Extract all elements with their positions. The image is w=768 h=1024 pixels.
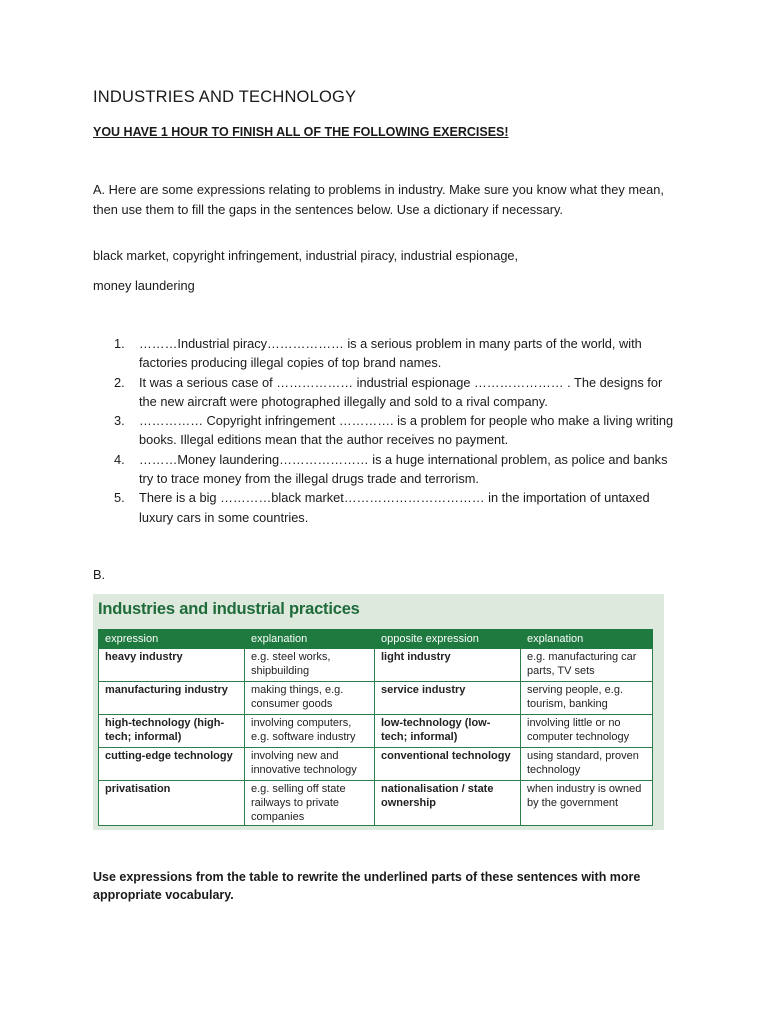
exercise-text: …………… Copyright infringement …………. is a problem for people who make a living writing books. Illegal editions mean that the author receives no payment. [139,413,674,448]
expressions-list-line-1: black market, copyright infringement, industrial piracy, industrial espionage, [93,248,519,263]
table-cell: e.g. selling off state railways to private companies [245,781,375,826]
section-b-label: B. [93,567,106,582]
exercise-text: ………Money laundering………………… is a huge international problem, as police and banks try to trace money from the illegal drugs trade and terrorism. [139,451,668,487]
exercise-text: There is a big …………black market…………………………… in the importation of untaxed luxury cars in some countries. [139,490,650,525]
exercise-number: 4. [114,451,125,467]
exercise-item [114,334,674,373]
exercise-number: 2. [114,374,125,390]
table-row [99,748,653,781]
table-row [99,682,653,715]
exercise-text: It was a serious case of ……………… industrial espionage ………………… . The designs for the new aircraft were photographed illegally and sold to a rival company. [139,374,663,409]
table-title: Industries and industrial practices [98,600,360,618]
table-cell: involving computers, e.g. software industry [245,715,375,748]
page-title: INDUSTRIES AND TECHNOLOGY [93,88,357,106]
table-cell: making things, e.g. consumer goods [245,682,375,715]
exercise-item [114,373,674,412]
table-cell: involving new and innovative technology [245,748,375,781]
table-cell: service industry [375,682,521,715]
table-cell: nationalisation / state ownership [375,781,521,826]
industries-table-panel [93,594,664,830]
column-header: explanation [245,630,375,649]
column-header: expression [99,630,245,649]
expressions-list-line-2: money laundering [93,278,195,293]
table-cell: e.g. manufacturing car parts, TV sets [521,649,653,682]
exercise-number: 1. [114,336,125,351]
exercise-item [114,488,674,527]
table-row [99,715,653,748]
table-cell: using standard, proven technology [521,748,653,781]
table-cell: heavy industry [99,649,245,682]
table-row [99,649,653,682]
time-instruction: YOU HAVE 1 HOUR TO FINISH ALL OF THE FOLLOWING EXERCISES! [93,125,509,139]
table-cell: conventional technology [375,748,521,781]
table-cell: cutting-edge technology [99,748,245,781]
table-cell: high-technology (high-tech; informal) [99,715,245,748]
table-cell: manufacturing industry [99,682,245,715]
table-cell: when industry is owned by the government [521,781,653,826]
exercise-item [114,450,674,489]
column-header: explanation [521,630,653,649]
table-cell: involving little or no computer technology [521,715,653,748]
table-cell: low-technology (low-tech; informal) [375,715,521,748]
exercise-list [114,334,674,527]
table-cell: light industry [375,649,521,682]
exercise-text: ………Industrial piracy……………… is a serious problem in many parts of the world, with factories producing illegal copies of top brand names. [139,336,642,371]
table-row [99,781,653,826]
industries-table [98,629,653,826]
exercise-number: 3. [114,413,125,429]
table-cell: privatisation [99,781,245,826]
table-cell: e.g. steel works, shipbuilding [245,649,375,682]
table-cell: serving people, e.g. tourism, banking [521,682,653,715]
exercise-number: 5. [114,490,125,506]
column-header: opposite expression [375,630,521,649]
table-header-row [99,630,653,649]
section-a-intro: A. Here are some expressions relating to problems in industry. Make sure you know what they mean, then use them to fill the gaps in the sentences below. Use a dictionary if necessary. [93,182,664,217]
exercise-item [114,411,674,450]
rewrite-instruction: Use expressions from the table to rewrite the underlined parts of these sentences with more appropriate vocabulary. [93,870,641,902]
